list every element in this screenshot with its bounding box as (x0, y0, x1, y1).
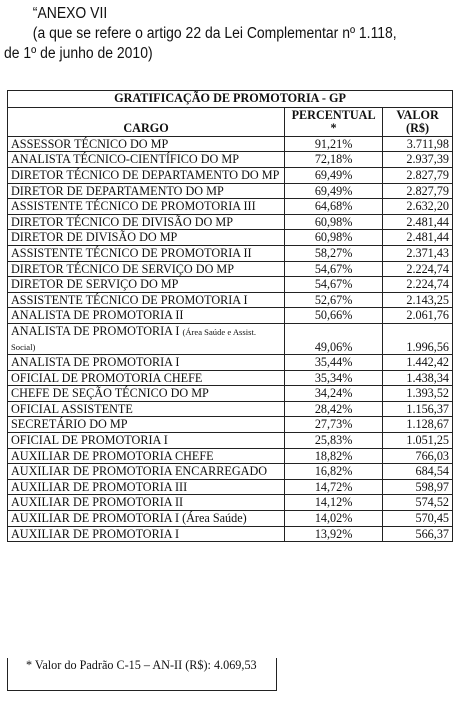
cargo-cell (8, 495, 285, 511)
valor-cell: 2.481,44 (383, 214, 453, 230)
table-row (8, 464, 453, 480)
table-row (8, 167, 453, 183)
valor-cell: 2.827,79 (383, 167, 453, 183)
valor-cell: 1.996,56 (383, 323, 453, 354)
gratification-table (7, 90, 453, 542)
cargo-name: OFICIAL DE PROMOTORIA CHEFE (11, 370, 203, 385)
valor-cell: 1.442,42 (383, 355, 453, 371)
valor-cell: 598,97 (383, 479, 453, 495)
percentual-cell: 49,06% (285, 323, 383, 354)
cargo-name: ASSISTENTE TÉCNICO DE PROMOTORIA I (11, 292, 248, 307)
cargo-name: ANALISTA DE PROMOTORIA II (11, 308, 184, 323)
cargo-cell (8, 245, 285, 261)
valor-cell: 2.143,25 (383, 292, 453, 308)
cargo-cell (8, 230, 285, 246)
table-row (8, 479, 453, 495)
table-row (8, 152, 453, 168)
table-row (8, 292, 453, 308)
annex-title: “ANEXO VII (32, 5, 108, 22)
cargo-cell (8, 136, 285, 152)
valor-cell: 1.438,34 (383, 370, 453, 386)
cargo-note: (Área Saúde e Assist. Social) (11, 326, 256, 352)
table-row (8, 261, 453, 277)
annex-reference-date: de 1º de junho de 2010) (4, 45, 153, 62)
table-row (8, 433, 453, 449)
percentual-cell: 58,27% (285, 245, 383, 261)
cargo-cell (8, 448, 285, 464)
table-row (8, 355, 453, 371)
table-row (8, 401, 453, 417)
percentual-cell: 14,72% (285, 479, 383, 495)
percentual-cell: 60,98% (285, 230, 383, 246)
cargo-cell (8, 386, 285, 402)
cargo-name: OFICIAL DE PROMOTORIA I (11, 433, 168, 448)
cargo-cell (8, 261, 285, 277)
percentual-cell: 64,68% (285, 199, 383, 215)
table-row (8, 370, 453, 386)
valor-cell: 574,52 (383, 495, 453, 511)
column-header-percentual: PERCENTUAL * (285, 107, 383, 136)
percentual-cell: 50,66% (285, 308, 383, 324)
cargo-name: DIRETOR TÉCNICO DE DEPARTAMENTO DO MP (11, 167, 280, 182)
percentual-cell: 16,82% (285, 464, 383, 480)
cargo-cell (8, 152, 285, 168)
cargo-name: AUXILIAR DE PROMOTORIA II (11, 495, 184, 510)
valor-cell: 2.224,74 (383, 277, 453, 293)
valor-cell: 1.393,52 (383, 386, 453, 402)
percentual-cell: 69,49% (285, 167, 383, 183)
valor-cell: 684,54 (383, 464, 453, 480)
cargo-cell (8, 183, 285, 199)
valor-cell: 2.061,76 (383, 308, 453, 324)
percentual-cell: 35,34% (285, 370, 383, 386)
cargo-cell (8, 464, 285, 480)
valor-cell: 1.128,67 (383, 417, 453, 433)
valor-cell: 1.051,25 (383, 433, 453, 449)
valor-cell: 3.711,98 (383, 136, 453, 152)
annex-reference: (a que se refere o artigo 22 da Lei Complementar nº 1.118, (32, 25, 397, 42)
cargo-cell (8, 433, 285, 449)
footnote: * Valor do Padrão C-15 – AN-II (R$): 4.069,53 (7, 658, 277, 691)
cargo-name: DIRETOR TÉCNICO DE DIVISÃO DO MP (11, 214, 233, 229)
percentual-cell: 34,24% (285, 386, 383, 402)
column-header-cargo: CARGO (8, 107, 285, 136)
percentual-cell: 28,42% (285, 401, 383, 417)
percentual-cell: 14,02% (285, 511, 383, 527)
cargo-cell (8, 214, 285, 230)
valor-cell: 766,03 (383, 448, 453, 464)
valor-cell: 2.481,44 (383, 230, 453, 246)
percentual-cell: 13,92% (285, 526, 383, 542)
percentual-cell: 27,73% (285, 417, 383, 433)
valor-cell: 2.632,20 (383, 199, 453, 215)
table-row (8, 308, 453, 324)
cargo-cell (8, 526, 285, 542)
table-row (8, 386, 453, 402)
table-row (8, 511, 453, 527)
cargo-name: SECRETÁRIO DO MP (11, 417, 128, 432)
table-row (8, 183, 453, 199)
cargo-cell (8, 511, 285, 527)
table-row (8, 495, 453, 511)
cargo-name: ANALISTA DE PROMOTORIA I (11, 355, 180, 370)
table-row (8, 230, 453, 246)
percentual-cell: 91,21% (285, 136, 383, 152)
percentual-cell: 54,67% (285, 261, 383, 277)
valor-cell: 570,45 (383, 511, 453, 527)
percentual-cell: 72,18% (285, 152, 383, 168)
percentual-cell: 18,82% (285, 448, 383, 464)
percentual-cell: 52,67% (285, 292, 383, 308)
cargo-name: AUXILIAR DE PROMOTORIA I (Área Saúde) (11, 511, 247, 526)
table-row (8, 136, 453, 152)
percentual-cell: 60,98% (285, 214, 383, 230)
table-row (8, 417, 453, 433)
percentual-cell: 54,67% (285, 277, 383, 293)
cargo-cell (8, 277, 285, 293)
cargo-name: ASSISTENTE TÉCNICO DE PROMOTORIA II (11, 245, 252, 260)
cargo-cell (8, 355, 285, 371)
percentual-cell: 25,83% (285, 433, 383, 449)
cargo-name: DIRETOR DE DIVISÃO DO MP (11, 230, 178, 245)
table-row (8, 214, 453, 230)
cargo-cell (8, 479, 285, 495)
cargo-name: CHEFE DE SEÇÃO TÉCNICO DO MP (11, 386, 209, 401)
cargo-cell (8, 401, 285, 417)
cargo-name: AUXILIAR DE PROMOTORIA III (11, 479, 188, 494)
percentual-cell: 69,49% (285, 183, 383, 199)
cargo-name: AUXILIAR DE PROMOTORIA I (11, 526, 180, 541)
table-row (8, 323, 453, 354)
document-header (4, 4, 414, 64)
table-title: GRATIFICAÇÃO DE PROMOTORIA - GP (8, 91, 453, 108)
percentual-cell: 14,12% (285, 495, 383, 511)
cargo-name: ANALISTA TÉCNICO-CIENTÍFICO DO MP (11, 152, 239, 167)
table-row (8, 277, 453, 293)
cargo-name: ANALISTA DE PROMOTORIA I (11, 323, 180, 338)
cargo-cell (8, 417, 285, 433)
cargo-name: DIRETOR DE DEPARTAMENTO DO MP (11, 183, 224, 198)
cargo-name: ASSISTENTE TÉCNICO DE PROMOTORIA III (11, 199, 256, 214)
valor-cell: 2.937,39 (383, 152, 453, 168)
cargo-name: DIRETOR DE SERVIÇO DO MP (11, 277, 179, 292)
column-header-valor: VALOR (R$) (383, 107, 453, 136)
cargo-cell (8, 292, 285, 308)
cargo-cell (8, 323, 285, 354)
cargo-name: AUXILIAR DE PROMOTORIA CHEFE (11, 448, 214, 463)
cargo-name: AUXILIAR DE PROMOTORIA ENCARREGADO (11, 464, 268, 479)
cargo-name: DIRETOR TÉCNICO DE SERVIÇO DO MP (11, 261, 235, 276)
cargo-cell (8, 370, 285, 386)
valor-cell: 1.156,37 (383, 401, 453, 417)
cargo-name: OFICIAL ASSISTENTE (11, 401, 133, 416)
valor-cell: 566,37 (383, 526, 453, 542)
table-row (8, 448, 453, 464)
valor-cell: 2.224,74 (383, 261, 453, 277)
table-row (8, 199, 453, 215)
cargo-cell (8, 167, 285, 183)
table-row (8, 245, 453, 261)
cargo-cell (8, 308, 285, 324)
cargo-cell (8, 199, 285, 215)
valor-cell: 2.371,43 (383, 245, 453, 261)
valor-cell: 2.827,79 (383, 183, 453, 199)
table-row (8, 526, 453, 542)
cargo-name: ASSESSOR TÉCNICO DO MP (11, 136, 169, 151)
percentual-cell: 35,44% (285, 355, 383, 371)
